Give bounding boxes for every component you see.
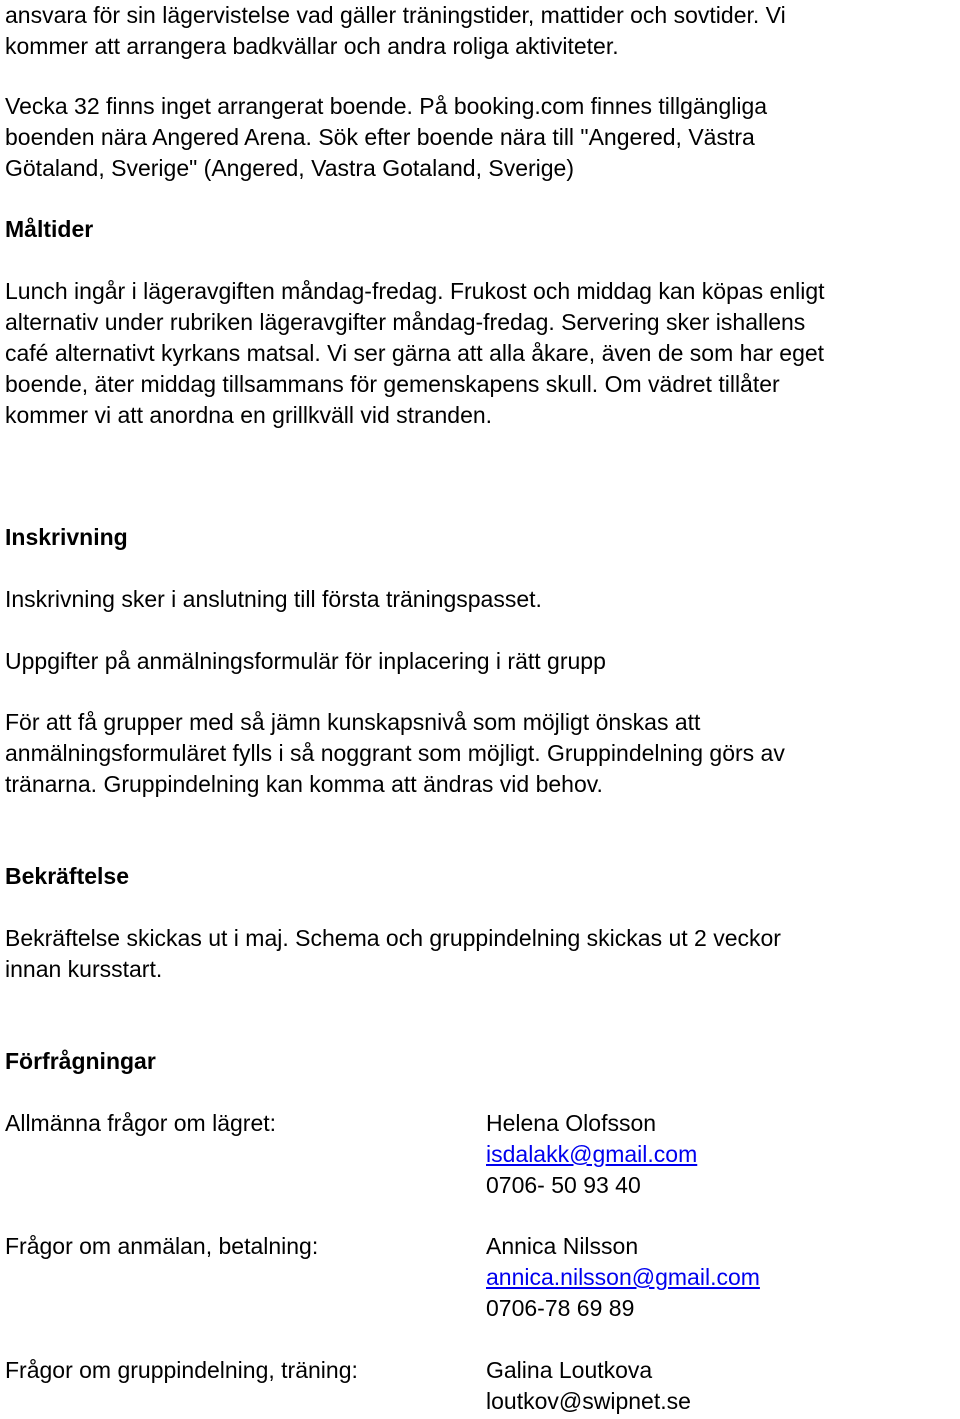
registration-subheading: Uppgifter på anmälningsformulär för inplacering i rätt grupp xyxy=(5,648,606,674)
registration-text: Inskrivning sker i anslutning till första träningspasset. xyxy=(5,586,542,612)
text-line: tränarna. Gruppindelning kan komma att ändras vid behov. xyxy=(5,771,603,797)
contact-question: Frågor om gruppindelning, träning: xyxy=(5,1357,358,1383)
contact-name: Annica Nilsson xyxy=(486,1233,639,1259)
contact-phone: 0706-78 69 89 xyxy=(486,1295,635,1321)
contact-name: Galina Loutkova xyxy=(486,1357,653,1383)
text-line: Vecka 32 finns inget arrangerat boende. På booking.com finnes tillgängliga xyxy=(5,93,768,119)
accommodation-paragraph xyxy=(5,91,767,184)
text-line: För att få grupper med så jämn kunskapsnivå som möjligt önskas att xyxy=(5,709,701,735)
text-line: café alternativt kyrkans matsal. Vi ser gärna att alla åkare, även de som har eget xyxy=(5,340,825,366)
contact-question: Allmänna frågor om lägret: xyxy=(5,1110,277,1136)
section-heading-inskrivning: Inskrivning xyxy=(5,524,128,550)
section-heading-bekraftelse: Bekräftelse xyxy=(5,863,130,889)
text-line: Götaland, Sverige" (Angered, Vastra Gotaland, Sverige) xyxy=(5,155,574,181)
contact-phone: 0706- 50 93 40 xyxy=(486,1172,641,1198)
text-line: anmälningsformuläret fylls i så noggrant som möjligt. Gruppindelning görs av xyxy=(5,740,785,766)
text-line: Bekräftelse skickas ut i maj. Schema och gruppindelning skickas ut 2 veckor xyxy=(5,925,781,951)
text-line: boenden nära Angered Arena. Sök efter boende nära till "Angered, Västra xyxy=(5,124,755,150)
contact-name: Helena Olofsson xyxy=(486,1110,657,1136)
contact-question: Frågor om anmälan, betalning: xyxy=(5,1233,319,1259)
contact-email-text: loutkov@swipnet.se xyxy=(486,1388,691,1414)
text-line: alternativ under rubriken lägeravgifter måndag-fredag. Servering sker ishallens xyxy=(5,309,806,335)
text-line: ansvara för sin lägervistelse vad gäller träningstider, mattider och sovtider. Vi xyxy=(5,2,786,28)
intro-paragraph xyxy=(5,0,786,62)
text-line: boende, äter middag tillsammans för gemenskapens skull. Om vädret tillåter xyxy=(5,371,780,397)
meals-paragraph xyxy=(5,276,825,431)
contact-info xyxy=(486,1231,760,1324)
text-line: innan kursstart. xyxy=(5,956,163,982)
grouping-paragraph xyxy=(5,707,785,800)
contact-email-link[interactable]: annica.nilsson@gmail.com xyxy=(486,1264,760,1290)
text-line: Lunch ingår i lägeravgiften måndag-fredag. Frukost och middag kan köpas enligt xyxy=(5,278,825,304)
contact-info xyxy=(486,1108,697,1201)
section-heading-maltider: Måltider xyxy=(5,216,94,242)
text-line: kommer att arrangera badkvällar och andra roliga aktiviteter. xyxy=(5,33,619,59)
text-line: kommer vi att anordna en grillkväll vid stranden. xyxy=(5,402,493,428)
contact-info xyxy=(486,1355,691,1417)
contact-email-link[interactable]: isdalakk@gmail.com xyxy=(486,1141,698,1167)
confirmation-paragraph xyxy=(5,923,781,985)
section-heading-forfragningar: Förfrågningar xyxy=(5,1048,156,1074)
